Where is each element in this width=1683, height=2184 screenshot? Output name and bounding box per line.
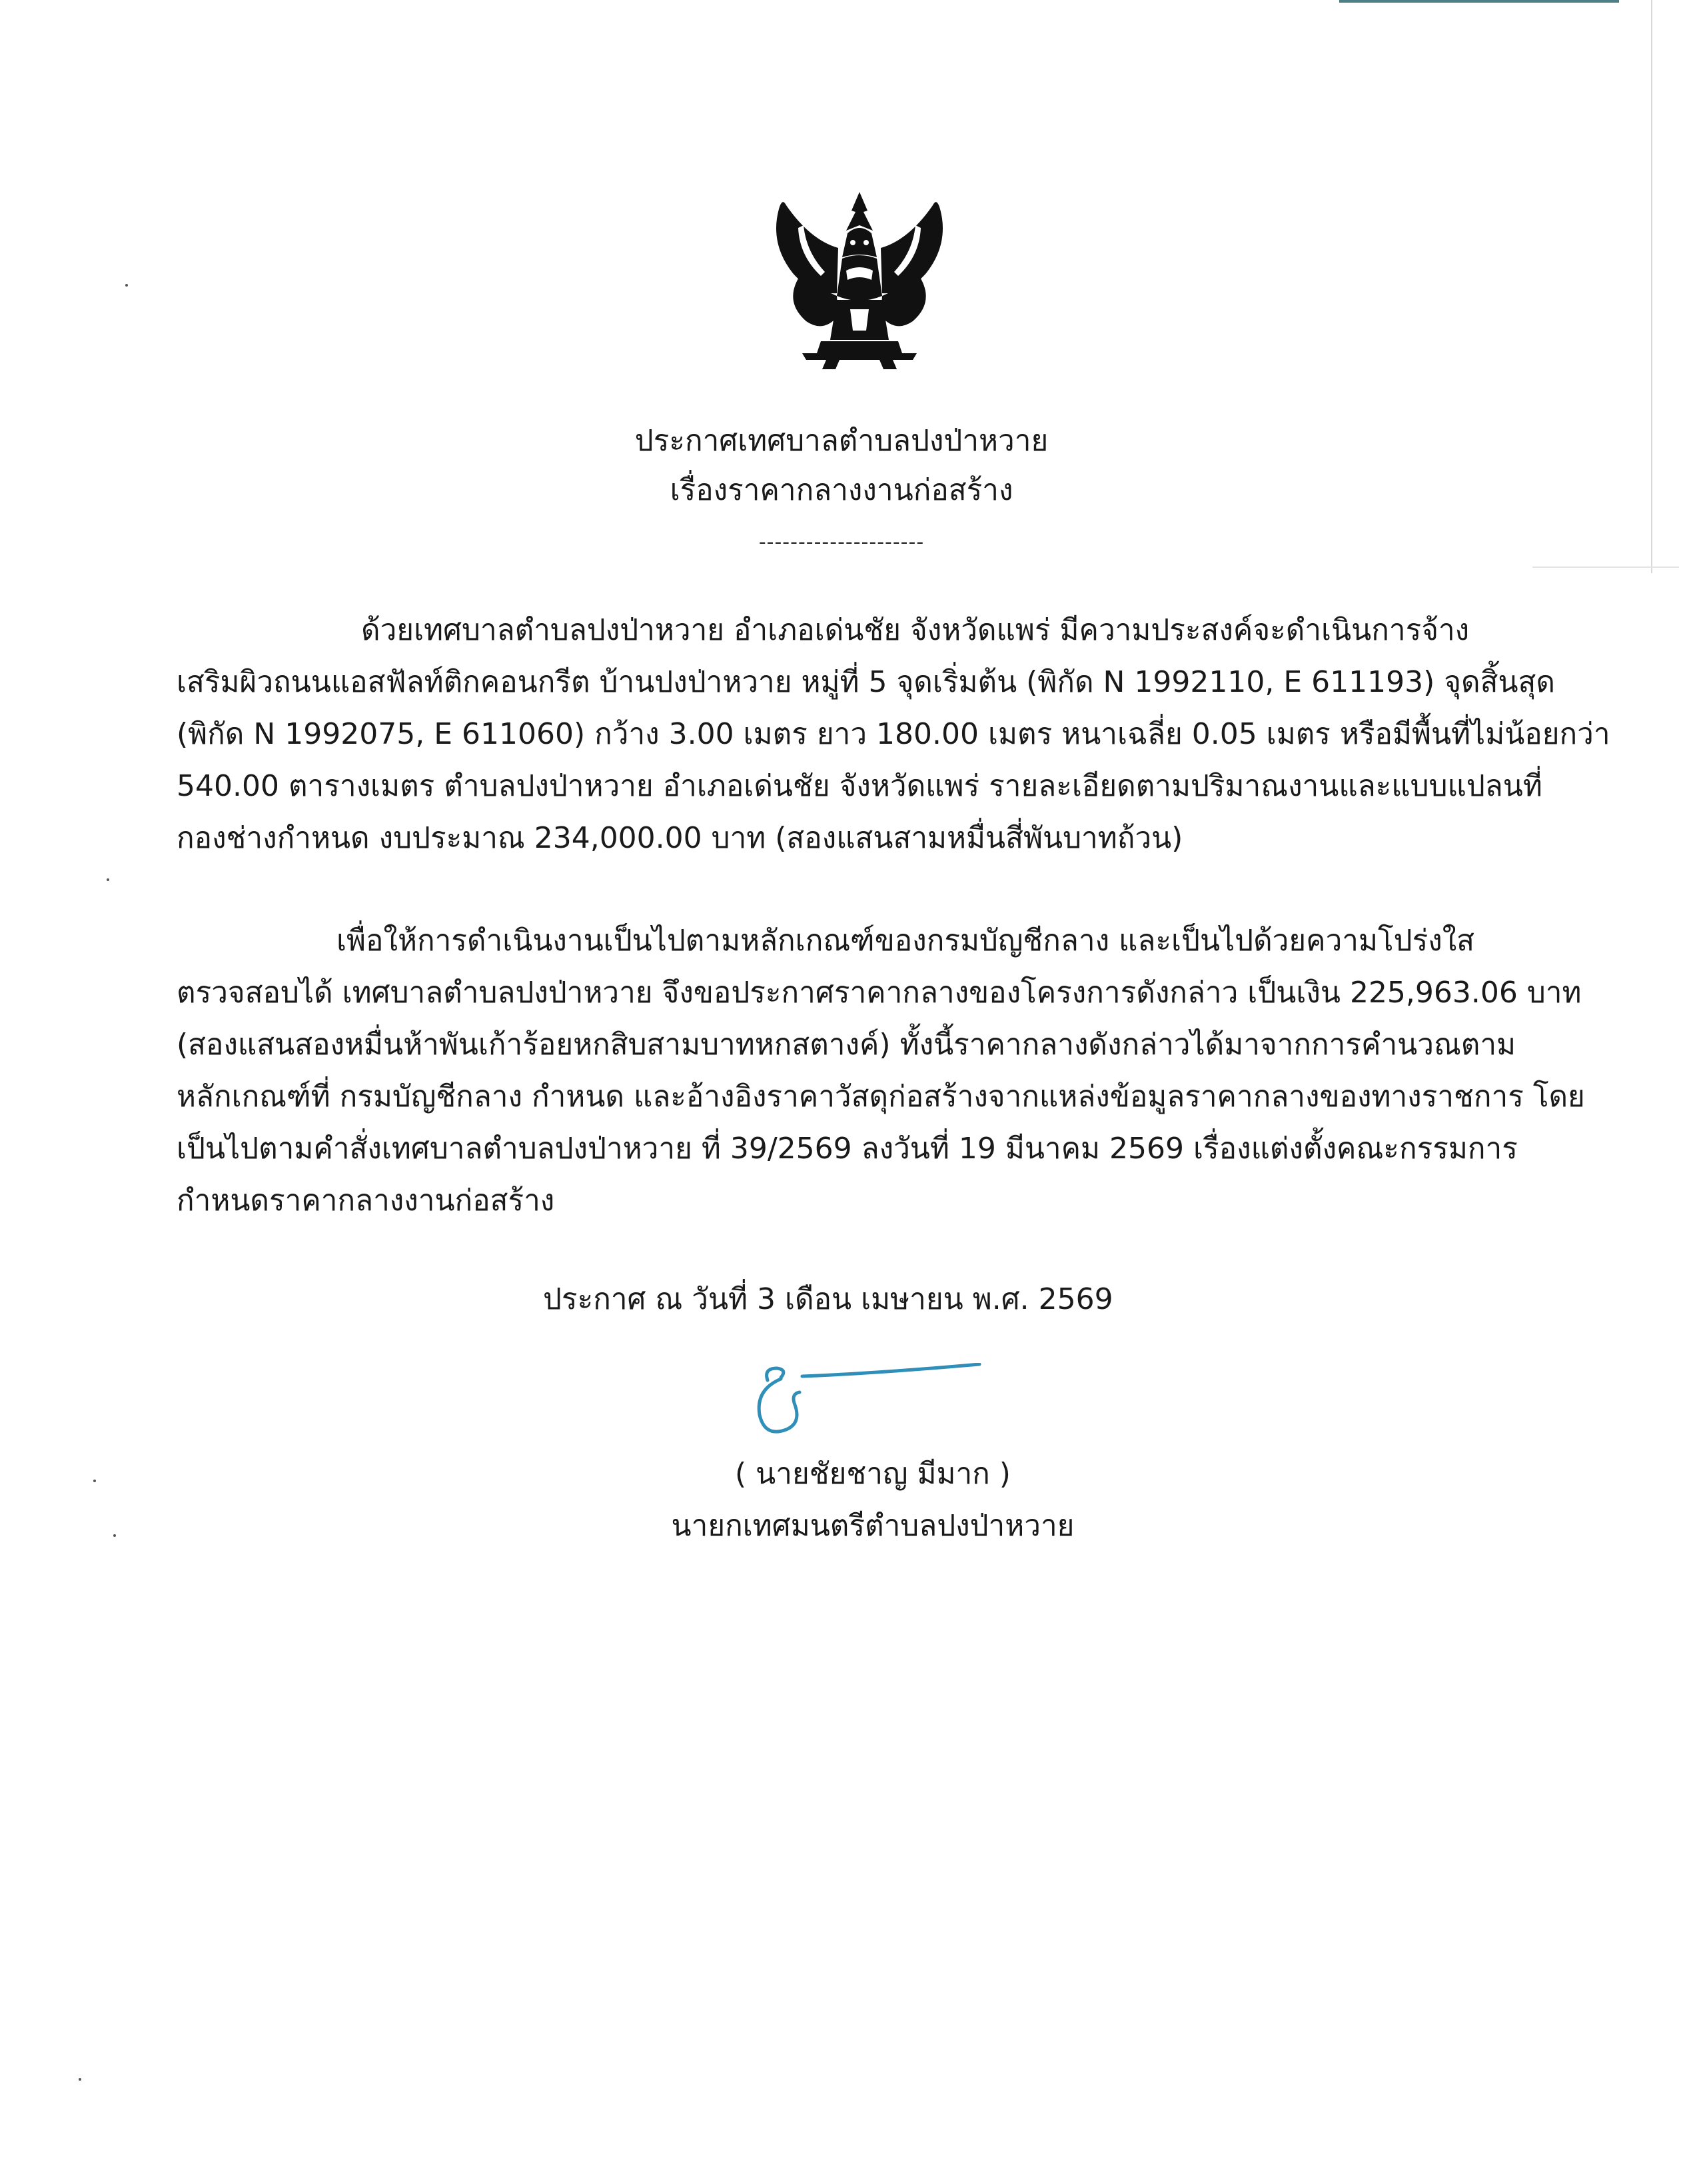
paragraph-2-line: กำหนดราคากลางงานก่อสร้าง <box>177 1184 555 1218</box>
scan-speck <box>125 284 128 287</box>
scan-speck <box>107 878 109 881</box>
paragraph-2-line: เพื่อให้การดำเนินงานเป็นไปตามหลักเกณฑ์ของกรมบัญชีกลาง และเป็นไปด้วยความโปร่งใส <box>336 924 1475 958</box>
scan-speck <box>79 2078 81 2081</box>
paragraph-1-line: ด้วยเทศบาลตำบลปงป่าหวาย อำเภอเด่นชัย จังหวัดแพร่ มีความประสงค์จะดำเนินการจ้าง <box>361 613 1470 647</box>
divider: --------------------- <box>758 531 925 554</box>
paragraph-2-line: ตรวจสอบได้ เทศบาลตำบลปงป่าหวาย จึงขอประกาศราคากลางของโครงการดังกล่าว เป็นเงิน 225,963.06 บาท <box>177 976 1582 1010</box>
document-title: ประกาศเทศบาลตำบลปงป่าหวาย <box>634 424 1049 458</box>
signer-position: นายกเทศมนตรีตำบลปงป่าหวาย <box>671 1509 1075 1543</box>
paragraph-2-line: หลักเกณฑ์ที่ กรมบัญชีกลาง กำหนด และอ้างอิงราคาวัสดุก่อสร้างจากแหล่งข้อมูลราคากลางของทางราชการ โดย <box>177 1080 1585 1114</box>
scan-edge-top <box>1339 0 1619 3</box>
announce-date: ประกาศ ณ วันที่ 3 เดือน เมษายน พ.ศ. 2569 <box>543 1282 1113 1316</box>
signer-name: ( นายชัยชาญ มีมาก ) <box>735 1457 1011 1491</box>
paragraph-1-line: 540.00 ตารางเมตร ตำบลปงป่าหวาย อำเภอเด่นชัย จังหวัดแพร่ รายละเอียดตามปริมาณงานและแบบแปลนที่ <box>177 769 1542 803</box>
document-subject: เรื่องราคากลางงานก่อสร้าง <box>670 473 1013 507</box>
paragraph-1-line: กองช่างกำหนด งบประมาณ 234,000.00 บาท (สองแสนสามหมื่นสี่พันบาทถ้วน) <box>177 821 1183 855</box>
paragraph-2-line: (สองแสนสองหมื่นห้าพันเก้าร้อยหกสิบสามบาทหกสตางค์) ทั้งนี้ราคากลางดังกล่าวได้มาจากการคำนวณตาม <box>177 1028 1516 1062</box>
paragraph-1-line: เสริมผิวถนนแอสฟัลท์ติกคอนกรีต บ้านปงป่าหวาย หมู่ที่ 5 จุดเริ่มต้น (พิกัด N 1992110, E 611193) จุดสิ้นสุด <box>177 665 1555 699</box>
scan-speck <box>93 1480 96 1482</box>
paragraph-2-line: เป็นไปตามคำสั่งเทศบาลตำบลปงป่าหวาย ที่ 39/2569 ลงวันที่ 19 มีนาคม 2569 เรื่องแต่งตั้งคณะกรรมการ <box>177 1132 1518 1166</box>
signature-icon <box>753 1363 993 1450</box>
paragraph-1-line: (พิกัด N 1992075, E 611060) กว้าง 3.00 เมตร ยาว 180.00 เมตร หนาเฉลี่ย 0.05 เมตร หรือมีพื้นที่ไม่น้อยกว่า <box>177 717 1610 751</box>
scan-speck <box>113 1534 116 1537</box>
scan-edge-mark <box>1532 566 1679 568</box>
garuda-emblem-icon <box>746 179 973 379</box>
